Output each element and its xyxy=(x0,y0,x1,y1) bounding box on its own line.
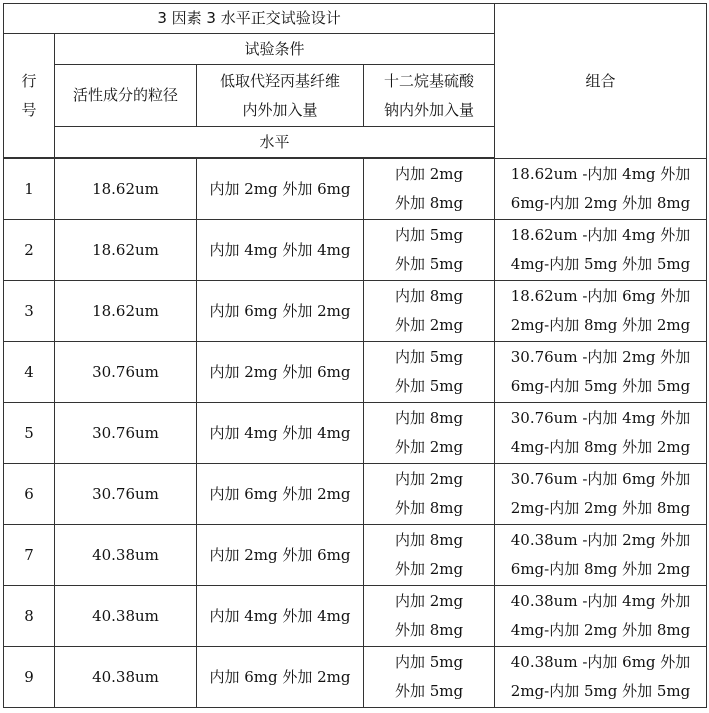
combination-line: 40.38um -内加 4mg 外加 xyxy=(510,592,691,610)
sds-amount-line: 外加 8mg xyxy=(394,621,464,639)
row-number-cell: 1 xyxy=(4,159,55,220)
combination-cell xyxy=(495,525,707,586)
sds-amount-cell xyxy=(364,403,495,464)
row-number-cell: 4 xyxy=(4,342,55,403)
sds-amount-line: 内加 2mg xyxy=(394,165,464,183)
row-number-cell: 7 xyxy=(4,525,55,586)
sds-amount-line: 外加 2mg xyxy=(394,316,464,334)
sds-amount-line: 外加 8mg xyxy=(394,194,464,212)
sds-amount-cell xyxy=(364,159,495,220)
particle-size-cell: 40.38um xyxy=(55,586,197,647)
row-number-header xyxy=(4,34,55,158)
table-row xyxy=(4,586,707,647)
row-number-cell: 5 xyxy=(4,403,55,464)
combination-cell xyxy=(495,220,707,281)
combination-line: 2mg-内加 8mg 外加 2mg xyxy=(510,316,691,334)
particle-size-cell: 40.38um xyxy=(55,525,197,586)
combination-cell xyxy=(495,464,707,525)
table-row xyxy=(4,525,707,586)
sds-amount-line: 外加 5mg xyxy=(394,255,464,273)
row-number-cell: 6 xyxy=(4,464,55,525)
sds-amount-cell xyxy=(364,525,495,586)
particle-size-cell: 30.76um xyxy=(55,342,197,403)
sds-amount-line: 外加 5mg xyxy=(394,377,464,395)
sds-amount-line: 内加 5mg xyxy=(394,653,464,671)
table-row xyxy=(4,342,707,403)
combination-line: 4mg-内加 8mg 外加 2mg xyxy=(510,438,691,456)
combination-cell xyxy=(495,403,707,464)
particle-size-cell: 18.62um xyxy=(55,159,197,220)
hpc-amount-cell: 内加 2mg 外加 6mg xyxy=(197,159,364,220)
table-row xyxy=(4,281,707,342)
factor-sds-header-line: 钠内外加入量 xyxy=(384,100,475,119)
combination-line: 18.62um -内加 4mg 外加 xyxy=(510,165,691,183)
factor-particle-size-header: 活性成分的粒径 xyxy=(55,65,197,127)
factor-hpc-header-line: 低取代羟丙基纤维 xyxy=(219,71,340,90)
combination-cell xyxy=(495,586,707,647)
combination-cell xyxy=(495,647,707,708)
combination-cell xyxy=(495,342,707,403)
combination-line: 30.76um -内加 2mg 外加 xyxy=(510,348,691,366)
sds-amount-line: 内加 8mg xyxy=(394,531,464,549)
sds-amount-line: 内加 2mg xyxy=(394,470,464,488)
hpc-amount-cell: 内加 6mg 外加 2mg xyxy=(197,647,364,708)
combination-line: 2mg-内加 5mg 外加 5mg xyxy=(510,682,691,700)
particle-size-cell: 40.38um xyxy=(55,647,197,708)
sds-amount-cell xyxy=(364,220,495,281)
combination-line: 6mg-内加 8mg 外加 2mg xyxy=(510,560,691,578)
hpc-amount-cell: 内加 6mg 外加 2mg xyxy=(197,281,364,342)
table-row xyxy=(4,647,707,708)
row-number-cell: 3 xyxy=(4,281,55,342)
particle-size-cell: 30.76um xyxy=(55,403,197,464)
combination-line: 18.62um -内加 6mg 外加 xyxy=(510,287,691,305)
row-number-cell: 2 xyxy=(4,220,55,281)
combination-cell xyxy=(495,281,707,342)
combination-line: 40.38um -内加 6mg 外加 xyxy=(510,653,691,671)
combination-line: 18.62um -内加 4mg 外加 xyxy=(510,226,691,244)
row-number-cell: 8 xyxy=(4,586,55,647)
sds-amount-cell xyxy=(364,281,495,342)
particle-size-cell: 30.76um xyxy=(55,464,197,525)
combination-line: 40.38um -内加 2mg 外加 xyxy=(510,531,691,549)
sds-amount-cell xyxy=(364,586,495,647)
table-row xyxy=(4,220,707,281)
factor-sds-header xyxy=(364,65,495,127)
conditions-header: 试验条件 xyxy=(55,34,495,65)
sds-amount-cell xyxy=(364,342,495,403)
sds-amount-cell xyxy=(364,464,495,525)
document-page xyxy=(3,3,707,708)
combination-line: 4mg-内加 2mg 外加 8mg xyxy=(510,621,691,639)
combination-line: 30.76um -内加 6mg 外加 xyxy=(510,470,691,488)
table-row xyxy=(4,464,707,525)
hpc-amount-cell: 内加 2mg 外加 6mg xyxy=(197,525,364,586)
table-row xyxy=(4,159,707,220)
level-header: 水平 xyxy=(55,127,495,158)
combination-line: 4mg-内加 5mg 外加 5mg xyxy=(510,255,691,273)
combination-line: 6mg-内加 5mg 外加 5mg xyxy=(510,377,691,395)
hpc-amount-cell: 内加 4mg 外加 4mg xyxy=(197,403,364,464)
sds-amount-line: 内加 8mg xyxy=(394,287,464,305)
hpc-amount-cell: 内加 4mg 外加 4mg xyxy=(197,586,364,647)
hpc-amount-cell: 内加 2mg 外加 6mg xyxy=(197,342,364,403)
sds-amount-line: 外加 5mg xyxy=(394,682,464,700)
table-row xyxy=(4,403,707,464)
combination-line: 2mg-内加 2mg 外加 8mg xyxy=(510,499,691,517)
combo-header: 组合 xyxy=(495,4,707,159)
row-number-header-line: 行 xyxy=(21,71,37,90)
factor-hpc-header xyxy=(197,65,364,127)
combination-cell xyxy=(495,159,707,220)
combination-line: 6mg-内加 2mg 外加 8mg xyxy=(510,194,691,212)
sds-amount-cell xyxy=(364,647,495,708)
particle-size-cell: 18.62um xyxy=(55,281,197,342)
factor-hpc-header-line: 内外加入量 xyxy=(242,100,318,119)
row-number-header-line: 号 xyxy=(21,100,37,119)
sds-amount-line: 内加 5mg xyxy=(394,348,464,366)
sds-amount-line: 内加 8mg xyxy=(394,409,464,427)
sds-amount-line: 外加 2mg xyxy=(394,560,464,578)
sds-amount-line: 内加 2mg xyxy=(394,592,464,610)
sds-amount-line: 外加 2mg xyxy=(394,438,464,456)
orthogonal-design-table xyxy=(3,3,707,708)
sds-amount-line: 内加 5mg xyxy=(394,226,464,244)
hpc-amount-cell: 内加 6mg 外加 2mg xyxy=(197,464,364,525)
combination-line: 30.76um -内加 4mg 外加 xyxy=(510,409,691,427)
factor-sds-header-line: 十二烷基硫酸 xyxy=(384,71,475,90)
particle-size-cell: 18.62um xyxy=(55,220,197,281)
row-number-cell: 9 xyxy=(4,647,55,708)
sds-amount-line: 外加 8mg xyxy=(394,499,464,517)
hpc-amount-cell: 内加 4mg 外加 4mg xyxy=(197,220,364,281)
table-title: 3 因素 3 水平正交试验设计 xyxy=(4,4,495,34)
